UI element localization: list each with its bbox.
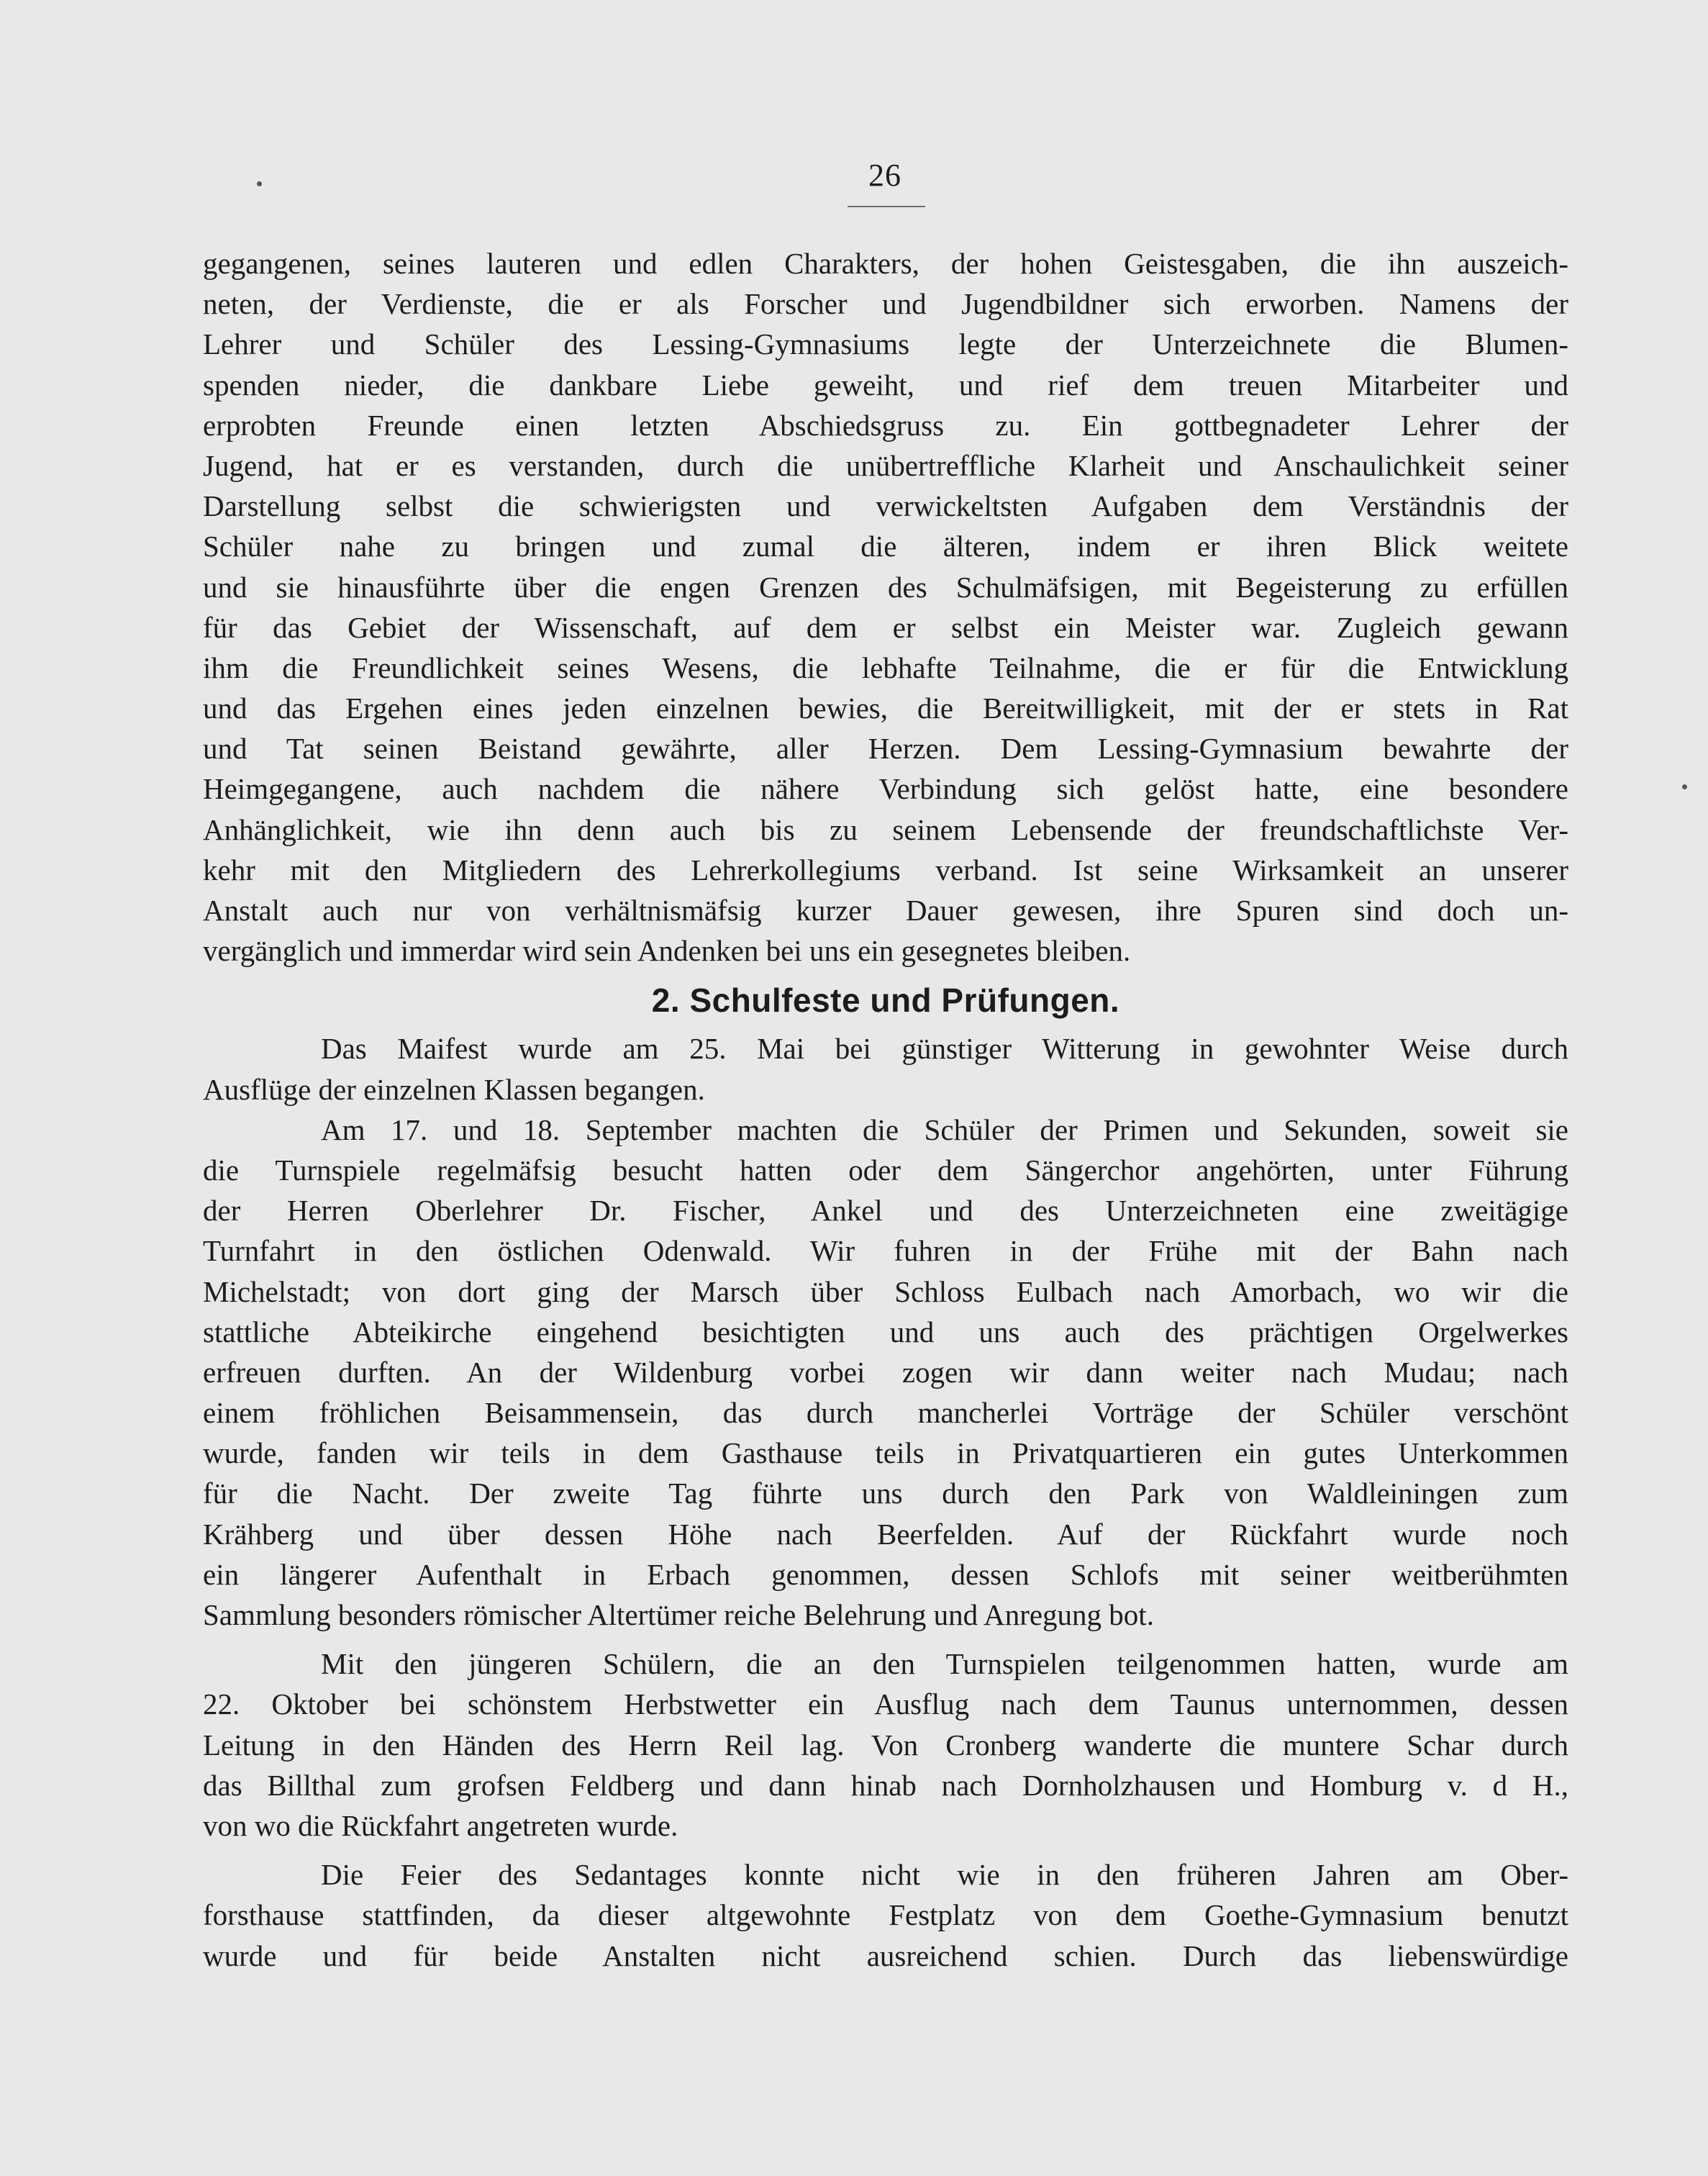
text-line: einem fröhlichen Beisammensein, das durch mancherlei Vorträge der Schüler verschönt <box>203 1396 1568 1430</box>
text-line: gegangenen, seines lauteren und edlen Charakters, der hohen Geistesgaben, die ihn auszeich- <box>203 247 1568 280</box>
margin-speck <box>1682 784 1687 789</box>
text-line: spenden nieder, die dankbare Liebe geweiht, und rief dem treuen Mitarbeiter und <box>203 368 1568 402</box>
text-line: für die Nacht. Der zweite Tag führte uns durch den Park von Waldleiningen zum <box>203 1477 1568 1510</box>
paragraph-maifest <box>203 1028 1568 1109</box>
text-line: Darstellung selbst die schwierigsten und verwickeltsten Aufgaben dem Verständnis der <box>203 489 1568 523</box>
text-line: für das Gebiet der Wissenschaft, auf dem er selbst ein Meister war. Zugleich gewann <box>203 610 1568 644</box>
text-line: Heimgegangene, auch nachdem die nähere Verbindung sich gelöst hatte, eine besondere <box>203 772 1568 806</box>
text-line: Jugend, hat er es verstanden, durch die unübertreffliche Klarheit und Anschaulichkeit seiner <box>203 448 1568 482</box>
text-line: ihm die Freundlichkeit seines Wesens, die lebhafte Teilnahme, die er für die Entwicklung <box>203 650 1568 684</box>
text-line: Ausflüge der einzelnen Klassen begangen. <box>203 1072 705 1106</box>
text-line: Am 17. und 18. September machten die Schüler der Primen und Sekunden, soweit sie <box>321 1112 1568 1146</box>
text-line: Krähberg und über dessen Höhe nach Beerfelden. Auf der Rückfahrt wurde noch <box>203 1517 1568 1551</box>
text-line: kehr mit den Mitgliedern des Lehrerkollegiums verband. Ist seine Wirksamkeit an unserer <box>203 853 1568 887</box>
paragraph-gap <box>203 1635 1568 1644</box>
text-line: erfreuen durften. An der Wildenburg vorbei zogen wir dann weiter nach Mudau; nach <box>203 1355 1568 1389</box>
text-line: neten, der Verdienste, die er als Forscher und Jugendbildner sich erworben. Namens der <box>203 287 1568 321</box>
section-heading: 2. Schulfeste und Prüfungen. <box>651 982 1120 1020</box>
paragraph-taunus <box>203 1644 1568 1846</box>
body-text <box>203 243 1568 1976</box>
paragraph-intro <box>203 243 1568 971</box>
text-line: Turnfahrt in den östlichen Odenwald. Wir fuhren in der Frühe mit der Bahn nach <box>203 1234 1568 1268</box>
text-line: die Turnspiele regelmäfsig besucht hatten oder dem Sängerchor angehörten, unter Führung <box>203 1153 1568 1187</box>
text-line: der Herren Oberlehrer Dr. Fischer, Ankel und des Unterzeichneten eine zweitägige <box>203 1194 1568 1228</box>
text-line: Schüler nahe zu bringen und zumal die älteren, indem er ihren Blick weitete <box>203 530 1568 563</box>
text-line: das Billthal zum grofsen Feldberg und dann hinab nach Dornholzhausen und Homburg v. d H., <box>203 1768 1568 1802</box>
text-line: forsthause stattfinden, da dieser altgewohnte Festplatz von dem Goethe-Gymnasium benutzt <box>203 1898 1568 1932</box>
text-line: Die Feier des Sedantages konnte nicht wie in den früheren Jahren am Ober- <box>321 1858 1568 1892</box>
text-line: Sammlung besonders römischer Altertümer reiche Belehrung und Anregung bot. <box>203 1598 1154 1631</box>
text-line: ein längerer Aufenthalt in Erbach genommen, dessen Schlofs mit seiner weitberühmten <box>203 1557 1568 1591</box>
text-line: Leitung in den Händen des Herrn Reil lag. Von Cronberg wanderte die muntere Schar durch <box>203 1728 1568 1762</box>
text-line: wurde, fanden wir teils in dem Gasthause teils in Privatquartieren ein gutes Unterkommen <box>203 1436 1568 1470</box>
page-number: 26 <box>868 158 901 193</box>
paragraph-gap <box>203 1846 1568 1854</box>
text-line: stattliche Abteikirche eingehend besichtigten und uns auch des prächtigen Orgelwerkes <box>203 1315 1568 1348</box>
text-line: Das Maifest wurde am 25. Mai bei günstiger Witterung in gewohnter Weise durch <box>321 1032 1568 1066</box>
text-line: von wo die Rückfahrt angetreten wurde. <box>203 1808 678 1842</box>
text-line: erprobten Freunde einen letzten Abschiedsgruss zu. Ein gottbegnadeter Lehrer der <box>203 408 1568 442</box>
text-line: Mit den jüngeren Schülern, die an den Turnspielen teilgenommen hatten, wurde am <box>321 1647 1568 1681</box>
text-line: Michelstadt; von dort ging der Marsch über Schloss Eulbach nach Amorbach, wo wir die <box>203 1274 1568 1308</box>
margin-speck <box>257 181 262 186</box>
text-line: und das Ergehen eines jeden einzelnen bewies, die Bereitwilligkeit, mit der er stets in Rat <box>203 692 1568 725</box>
paragraph-turnfahrt <box>203 1110 1568 1635</box>
text-line: Anhänglichkeit, wie ihn denn auch bis zu seinem Lebensende der freundschaftlichste Ver- <box>203 812 1568 846</box>
text-line: und Tat seinen Beistand gewährte, aller Herzen. Dem Lessing-Gymnasium bewahrte der <box>203 732 1568 766</box>
text-line: wurde und für beide Anstalten nicht ausreichend schien. Durch das liebenswürdige <box>203 1939 1568 1972</box>
text-line: Anstalt auch nur von verhältnismäfsig kurzer Dauer gewesen, ihre Spuren sind doch un- <box>203 894 1568 927</box>
text-line: vergänglich und immerdar wird sein Andenken bei uns ein gesegnetes bleiben. <box>203 934 1131 968</box>
text-line: Lehrer und Schüler des Lessing-Gymnasiums legte der Unterzeichnete die Blumen- <box>203 327 1568 361</box>
paragraph-sedantag <box>203 1854 1568 1976</box>
page-number-rule <box>848 206 925 207</box>
text-line: 22. Oktober bei schönstem Herbstwetter ein Ausflug nach dem Taunus unternommen, dessen <box>203 1687 1568 1721</box>
text-line: und sie hinausführte über die engen Grenzen des Schulmäfsigen, mit Begeisterung zu erfüllen <box>203 570 1568 604</box>
